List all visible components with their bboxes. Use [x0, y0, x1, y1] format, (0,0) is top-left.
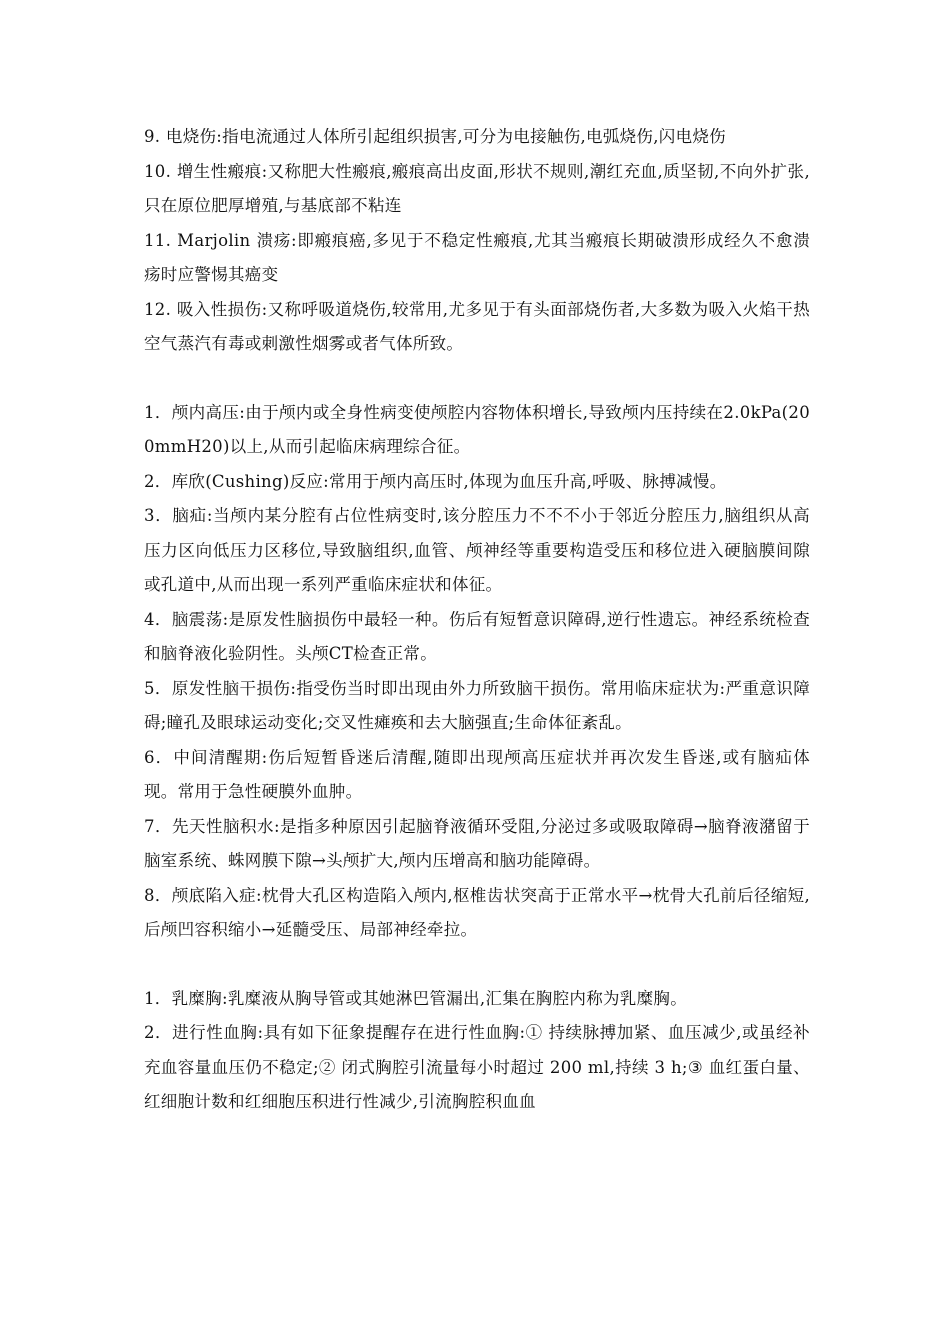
definition-concussion: 4．脑震荡:是原发性脑损伤中最轻一种。伤后有短暂意识障碍,逆行性遗忘。神经系统检查和脑脊液化验阴性。头颅CT检查正常。 [144, 609, 810, 663]
document-page [144, 120, 810, 1120]
definition-congenital-hydrocephalus: 7．先天性脑积水:是指多种原因引起脑脊液循环受阻,分泌过多或吸取障碍→脑脊液潴留于脑室系统、蛛网膜下隙→头颅扩大,颅内压增高和脑功能障碍。 [144, 816, 810, 870]
definition-lucid-interval: 6．中间清醒期:伤后短暂昏迷后清醒,随即出现颅高压症状并再次发生昏迷,或有脑疝体现。常用于急性硬膜外血肿。 [144, 747, 810, 801]
neurosurgery-definitions-section [144, 396, 810, 948]
definition-progressive-hemothorax: 2．进行性血胸:具有如下征象提醒存在进行性血胸:① 持续脉搏加紧、血压减少,或虽经补充血容量血压仍不稳定;② 闭式胸腔引流量每小时超过 200 ml,持续 3 h;③ 血红蛋白量、红细胞计数和红细胞压积进行性减少,引流胸腔积血血 [144, 1023, 810, 1111]
burn-definitions-section [144, 120, 810, 362]
section-spacer [144, 948, 810, 982]
definition-chylothorax: 1．乳糜胸:乳糜液从胸导管或其她淋巴管漏出,汇集在胸腔内称为乳糜胸。 [144, 988, 688, 1008]
definition-intracranial-hypertension: 1．颅内高压:由于颅内或全身性病变使颅腔内容物体积增长,导致颅内压持续在2.0kPa(200mmH20)以上,从而引起临床病理综合征。 [144, 402, 810, 456]
definition-cushing-reaction: 2．库欣(Cushing)反应:常用于颅内高压时,体现为血压升高,呼吸、脉搏减慢。 [144, 471, 727, 491]
definition-marjolin-ulcer: 11. Marjolin 溃疡:即瘢痕癌,多见于不稳定性瘢痕,尤其当瘢痕长期破溃形成经久不愈溃疡时应警惕其癌变 [144, 230, 810, 284]
definition-basilar-invagination: 8．颅底陷入症:枕骨大孔区构造陷入颅内,枢椎齿状突高于正常水平→枕骨大孔前后径缩短,后颅凹容积缩小→延髓受压、局部神经牵拉。 [144, 885, 810, 939]
definition-brain-herniation: 3．脑疝:当颅内某分腔有占位性病变时,该分腔压力不不不小于邻近分腔压力,脑组织从高压力区向低压力区移位,导致脑组织,血管、颅神经等重要构造受压和移位进入硬脑膜间隙或孔道中,从而出现一系列严重临床症状和体征。 [144, 506, 810, 594]
definition-primary-brainstem-injury: 5．原发性脑干损伤:指受伤当时即出现由外力所致脑干损伤。常用临床症状为:严重意识障碍;瞳孔及眼球运动变化;交叉性瘫痪和去大脑强直;生命体征紊乱。 [144, 678, 810, 732]
definition-electric-burn: 9. 电烧伤:指电流通过人体所引起组织损害,可分为电接触伤,电弧烧伤,闪电烧伤 [144, 127, 726, 146]
definition-hypertrophic-scar: 10. 增生性瘢痕:又称肥大性瘢痕,瘢痕高出皮面,形状不规则,潮红充血,质坚韧,不向外扩张,只在原位肥厚增殖,与基底部不粘连 [144, 161, 810, 215]
definition-inhalation-injury: 12. 吸入性损伤:又称呼吸道烧伤,较常用,尤多见于有头面部烧伤者,大多数为吸入火焰干热空气蒸汽有毒或刺激性烟雾或者气体所致。 [144, 299, 810, 353]
thoracic-definitions-section [144, 982, 810, 1120]
section-spacer [144, 362, 810, 396]
